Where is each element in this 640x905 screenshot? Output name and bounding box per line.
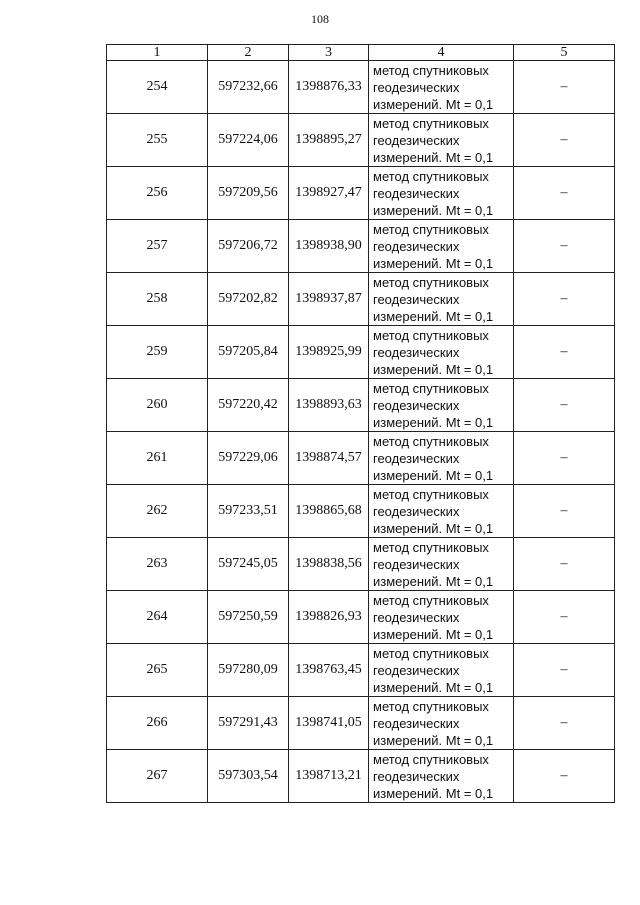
table-row [107,538,615,591]
table-row [107,432,615,485]
y-coordinate-cell: 1398865,68 [289,485,369,538]
table-row [107,220,615,273]
column-header: 2 [208,45,289,61]
y-coordinate-cell: 1398876,33 [289,61,369,114]
point-number-cell: 261 [107,432,208,485]
x-coordinate-cell: 597280,09 [208,644,289,697]
x-coordinate-cell: 597209,56 [208,167,289,220]
method-cell [369,273,514,326]
table-row [107,644,615,697]
column-header: 4 [369,45,514,61]
method-cell [369,326,514,379]
note-cell: – [514,114,615,167]
table-row [107,485,615,538]
method-cell [369,591,514,644]
method-line: геодезических [373,450,460,466]
table-row [107,379,615,432]
method-line: метод спутниковых [373,62,489,78]
method-line: измерений. Mt = 0,1 [373,679,494,695]
point-number-cell: 254 [107,61,208,114]
y-coordinate-cell: 1398895,27 [289,114,369,167]
method-cell [369,485,514,538]
note-cell: – [514,697,615,750]
x-coordinate-cell: 597303,54 [208,750,289,803]
table-row [107,273,615,326]
method-line: метод спутниковых [373,380,489,396]
method-cell [369,644,514,697]
note-cell: – [514,432,615,485]
y-coordinate-cell: 1398925,99 [289,326,369,379]
note-cell: – [514,326,615,379]
method-cell [369,220,514,273]
x-coordinate-cell: 597229,06 [208,432,289,485]
method-line: измерений. Mt = 0,1 [373,96,494,112]
method-line: измерений. Mt = 0,1 [373,149,494,165]
method-line: измерений. Mt = 0,1 [373,361,494,377]
method-line: геодезических [373,609,460,625]
note-cell: – [514,538,615,591]
note-cell: – [514,750,615,803]
method-cell [369,697,514,750]
method-cell [369,432,514,485]
note-cell: – [514,591,615,644]
y-coordinate-cell: 1398826,93 [289,591,369,644]
x-coordinate-cell: 597250,59 [208,591,289,644]
note-cell: – [514,220,615,273]
y-coordinate-cell: 1398938,90 [289,220,369,273]
y-coordinate-cell: 1398838,56 [289,538,369,591]
method-line: метод спутниковых [373,327,489,343]
method-line: геодезических [373,79,460,95]
y-coordinate-cell: 1398927,47 [289,167,369,220]
x-coordinate-cell: 597206,72 [208,220,289,273]
x-coordinate-cell: 597220,42 [208,379,289,432]
method-line: метод спутниковых [373,645,489,661]
table-row [107,750,615,803]
table-row [107,61,615,114]
y-coordinate-cell: 1398713,21 [289,750,369,803]
method-line: геодезических [373,344,460,360]
point-number-cell: 260 [107,379,208,432]
x-coordinate-cell: 597232,66 [208,61,289,114]
x-coordinate-cell: 597233,51 [208,485,289,538]
note-cell: – [514,644,615,697]
method-line: геодезических [373,768,460,784]
point-number-cell: 258 [107,273,208,326]
method-line: метод спутниковых [373,115,489,131]
point-number-cell: 264 [107,591,208,644]
method-line: геодезических [373,185,460,201]
method-line: метод спутниковых [373,168,489,184]
table-row [107,167,615,220]
point-number-cell: 265 [107,644,208,697]
table-row [107,697,615,750]
point-number-cell: 263 [107,538,208,591]
method-line: измерений. Mt = 0,1 [373,414,494,430]
page-number: 108 [311,12,329,26]
method-line: метод спутниковых [373,698,489,714]
column-header: 5 [514,45,615,61]
method-cell [369,538,514,591]
table-row [107,591,615,644]
coordinates-table [106,44,615,803]
note-cell: – [514,379,615,432]
method-line: метод спутниковых [373,274,489,290]
point-number-cell: 267 [107,750,208,803]
method-line: геодезических [373,132,460,148]
y-coordinate-cell: 1398874,57 [289,432,369,485]
method-line: измерений. Mt = 0,1 [373,573,494,589]
method-line: измерений. Mt = 0,1 [373,202,494,218]
method-line: геодезических [373,662,460,678]
method-line: измерений. Mt = 0,1 [373,732,494,748]
point-number-cell: 257 [107,220,208,273]
method-line: геодезических [373,397,460,413]
method-line: метод спутниковых [373,751,489,767]
point-number-cell: 262 [107,485,208,538]
y-coordinate-cell: 1398893,63 [289,379,369,432]
method-cell [369,61,514,114]
x-coordinate-cell: 597224,06 [208,114,289,167]
x-coordinate-cell: 597245,05 [208,538,289,591]
column-header: 1 [107,45,208,61]
y-coordinate-cell: 1398763,45 [289,644,369,697]
method-line: геодезических [373,503,460,519]
method-line: измерений. Mt = 0,1 [373,467,494,483]
method-line: измерений. Mt = 0,1 [373,255,494,271]
x-coordinate-cell: 597291,43 [208,697,289,750]
y-coordinate-cell: 1398937,87 [289,273,369,326]
table-row [107,326,615,379]
point-number-cell: 266 [107,697,208,750]
method-line: геодезических [373,238,460,254]
table-row [107,114,615,167]
method-line: метод спутниковых [373,433,489,449]
method-line: геодезических [373,291,460,307]
table-body [107,61,615,803]
method-line: измерений. Mt = 0,1 [373,626,494,642]
note-cell: – [514,485,615,538]
point-number-cell: 255 [107,114,208,167]
note-cell: – [514,167,615,220]
x-coordinate-cell: 597202,82 [208,273,289,326]
method-line: геодезических [373,556,460,572]
table-header-row [107,45,615,61]
method-cell [369,379,514,432]
point-number-cell: 256 [107,167,208,220]
method-line: геодезических [373,715,460,731]
point-number-cell: 259 [107,326,208,379]
column-header: 3 [289,45,369,61]
note-cell: – [514,273,615,326]
method-line: метод спутниковых [373,486,489,502]
x-coordinate-cell: 597205,84 [208,326,289,379]
method-cell [369,114,514,167]
method-line: измерений. Mt = 0,1 [373,308,494,324]
method-cell [369,750,514,803]
y-coordinate-cell: 1398741,05 [289,697,369,750]
method-line: метод спутниковых [373,539,489,555]
method-line: измерений. Mt = 0,1 [373,785,494,801]
method-line: метод спутниковых [373,592,489,608]
method-line: измерений. Mt = 0,1 [373,520,494,536]
method-line: метод спутниковых [373,221,489,237]
method-cell [369,167,514,220]
note-cell: – [514,61,615,114]
